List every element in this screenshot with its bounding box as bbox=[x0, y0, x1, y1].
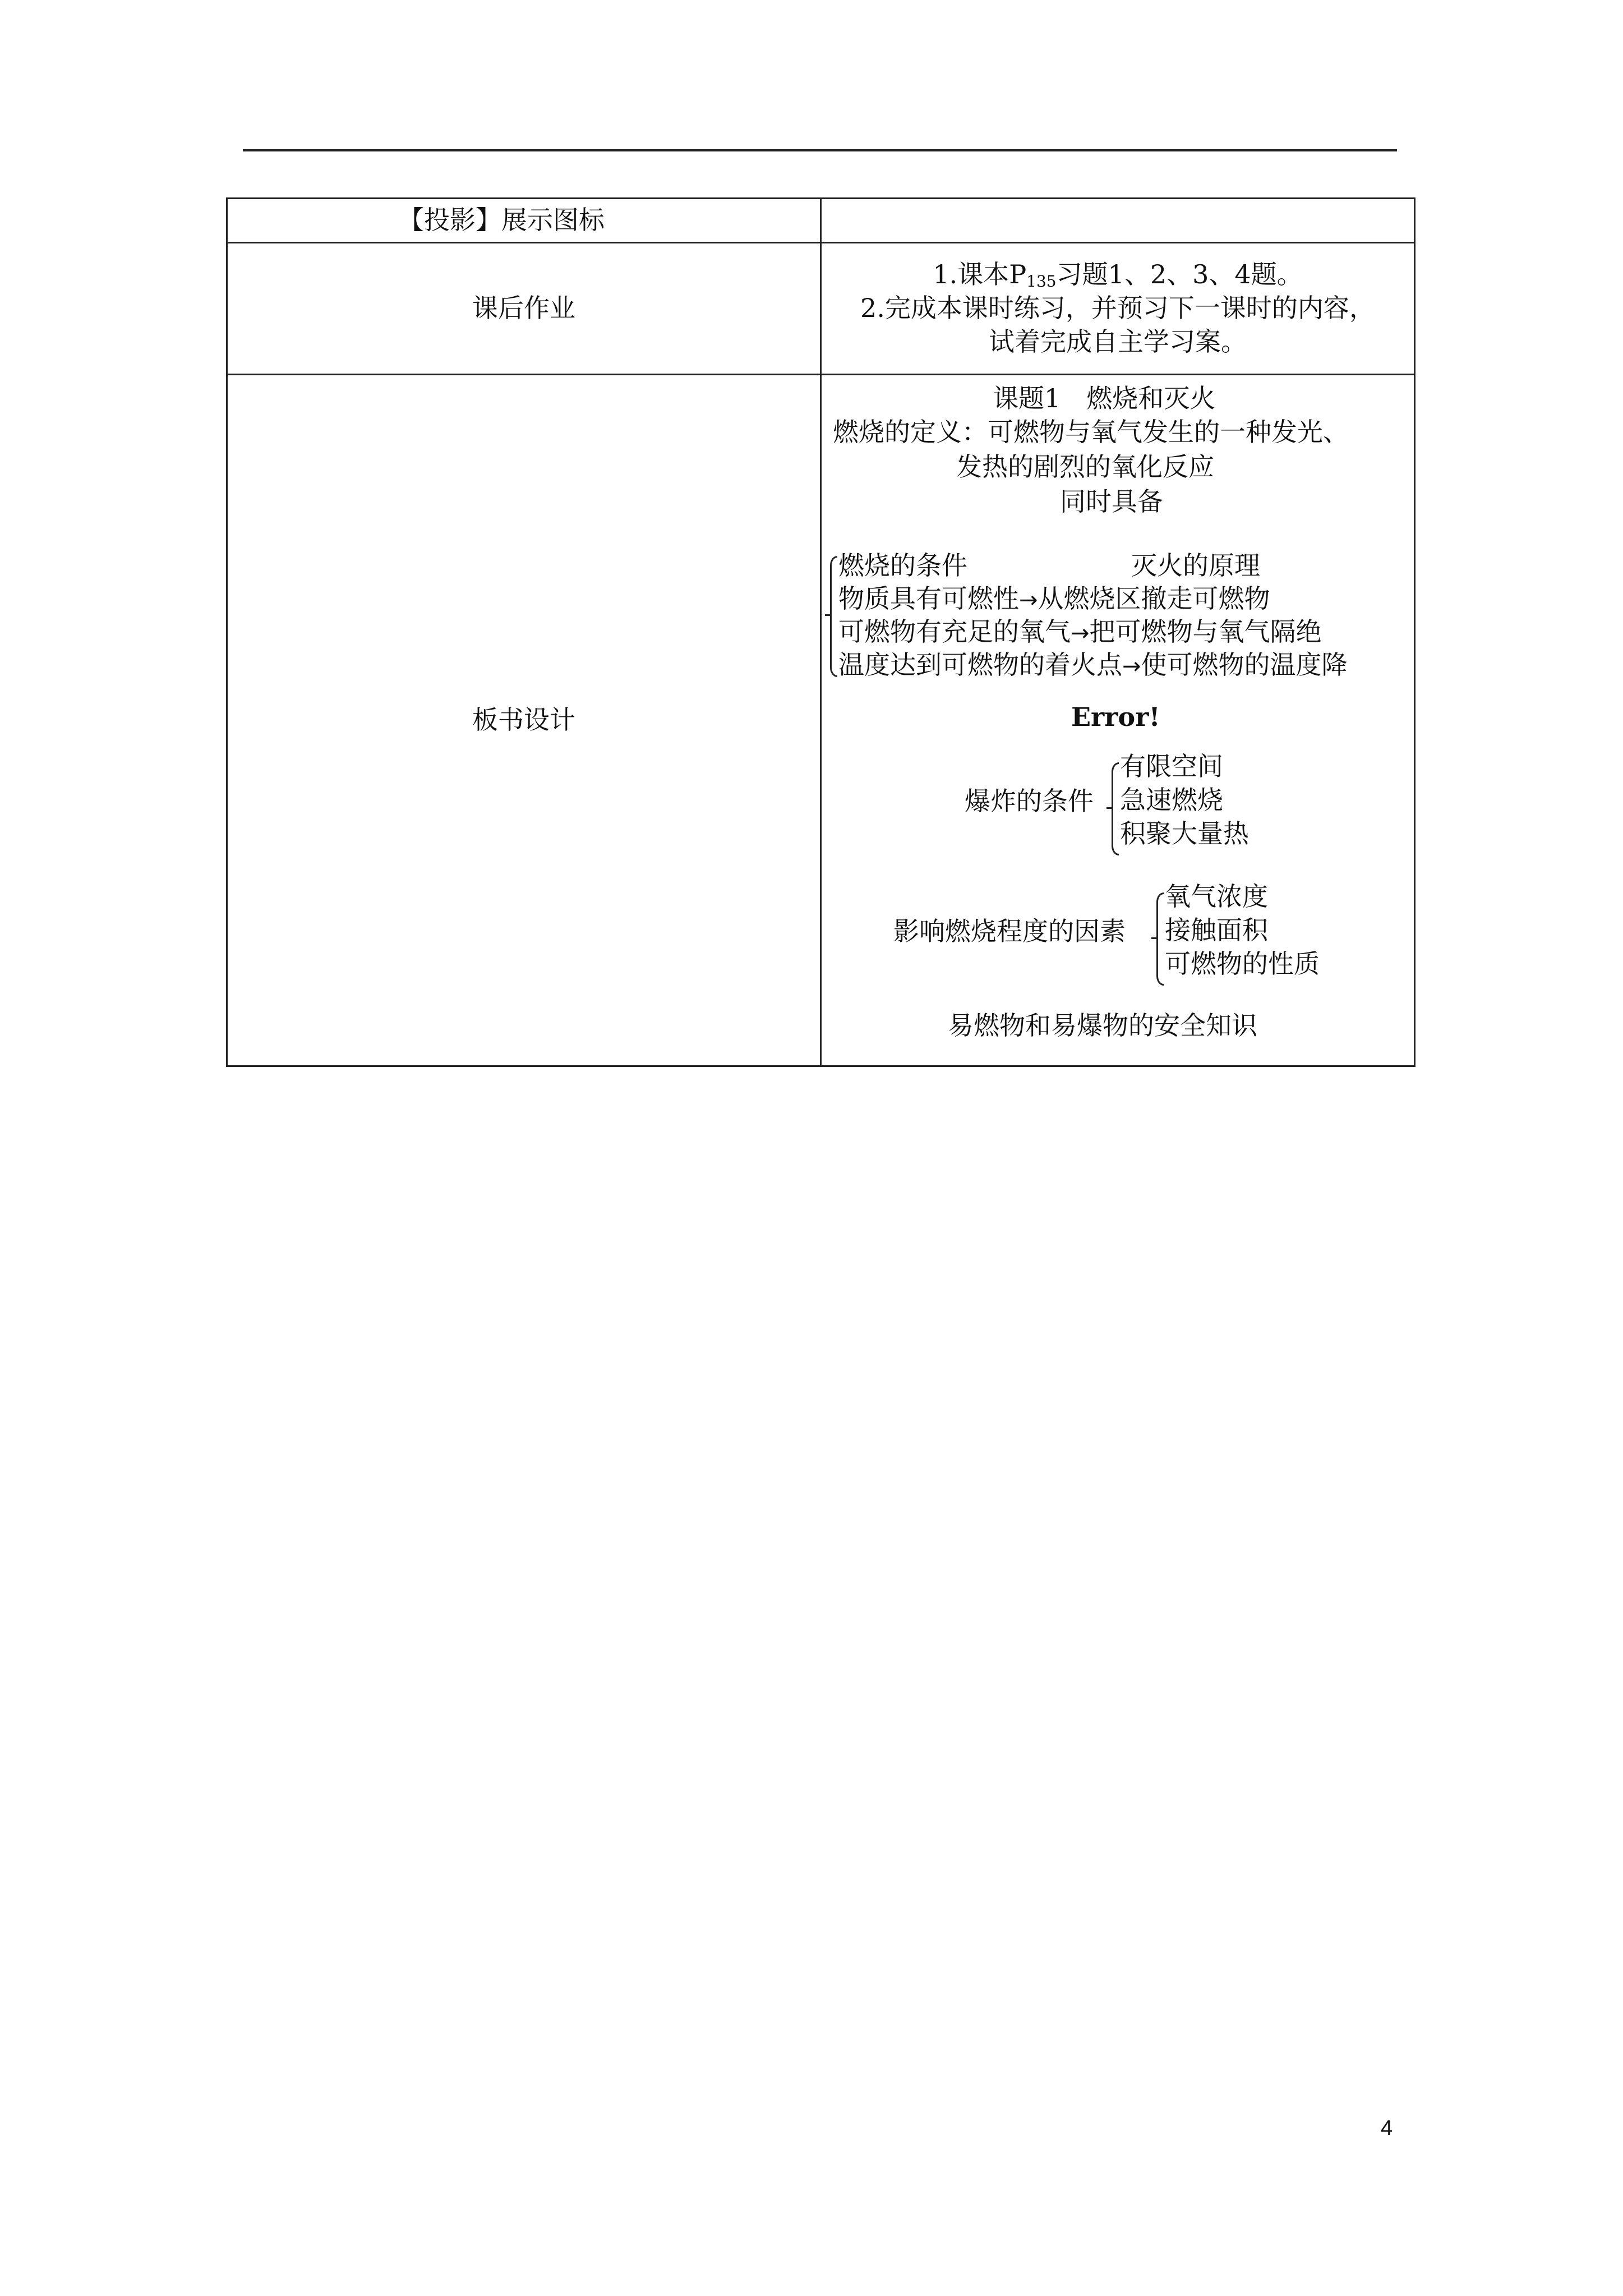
factors-item: 氧气浓度 bbox=[1165, 881, 1268, 912]
condition-text: 物质具有可燃性 bbox=[838, 583, 1019, 614]
principle-text: 把可燃物与氧气隔绝 bbox=[1089, 616, 1322, 647]
board-simultaneous-label: 同时具备 bbox=[1060, 486, 1163, 517]
factors-brace bbox=[1156, 892, 1164, 986]
explosion-item: 积聚大量热 bbox=[1120, 818, 1249, 849]
page-number: 4 bbox=[1381, 2116, 1393, 2140]
board-pair-row bbox=[838, 648, 1348, 682]
table-row-projection bbox=[227, 199, 1415, 243]
condition-text: 温度达到可燃物的着火点 bbox=[838, 650, 1122, 680]
lesson-plan-table bbox=[226, 197, 1415, 1067]
factors-item: 可燃物的性质 bbox=[1165, 949, 1320, 979]
homework-page-subscript: 135 bbox=[1026, 272, 1057, 291]
board-definition-line-1: 燃烧的定义：可燃物与氧气发生的一种发光、 bbox=[833, 417, 1349, 447]
homework-content-cell bbox=[821, 243, 1415, 375]
explosion-brace-tip bbox=[1106, 807, 1112, 809]
explosion-label: 爆炸的条件 bbox=[965, 786, 1094, 816]
conditions-header: 燃烧的条件 bbox=[838, 550, 967, 581]
header-rule bbox=[243, 149, 1397, 151]
board-definition-line-2: 发热的剧烈的氧化反应 bbox=[956, 452, 1214, 482]
table-row-board-design bbox=[227, 375, 1415, 1066]
explosion-item: 有限空间 bbox=[1120, 751, 1223, 781]
homework-line-1 bbox=[822, 258, 1414, 292]
principle-text: 使可燃物的温度降 bbox=[1141, 650, 1348, 680]
right-arrow-icon: → bbox=[1071, 620, 1090, 646]
homework-line-1-prefix: 1.课本P bbox=[933, 259, 1027, 289]
homework-label: 课后作业 bbox=[472, 293, 575, 324]
table-row-homework bbox=[227, 243, 1415, 375]
homework-line-2: 2.完成本课时练习，并预习下一课时的内容， bbox=[860, 293, 1375, 324]
right-arrow-icon: → bbox=[1122, 654, 1141, 679]
explosion-item: 急速燃烧 bbox=[1120, 785, 1223, 815]
board-error-text: Error! bbox=[1071, 702, 1160, 732]
board-pair-row bbox=[838, 615, 1322, 649]
projection-label-cell bbox=[227, 199, 821, 243]
board-pair-row bbox=[838, 582, 1270, 616]
homework-line-3: 试着完成自主学习案。 bbox=[989, 326, 1247, 357]
conditions-brace bbox=[830, 556, 837, 677]
factors-label: 影响燃烧程度的因素 bbox=[893, 916, 1126, 946]
extinguish-header: 灭火的原理 bbox=[1131, 550, 1260, 581]
explosion-brace bbox=[1112, 762, 1119, 855]
principle-text: 从燃烧区撤走可燃物 bbox=[1038, 583, 1270, 614]
conditions-brace-tip bbox=[825, 614, 831, 616]
projection-content-cell bbox=[821, 199, 1415, 243]
board-design-content-cell bbox=[821, 375, 1415, 1066]
safety-knowledge: 易燃物和易爆物的安全知识 bbox=[948, 1010, 1257, 1041]
condition-text: 可燃物有充足的氧气 bbox=[838, 616, 1071, 647]
board-design-label: 板书设计 bbox=[472, 705, 575, 735]
factors-brace-tip bbox=[1151, 937, 1157, 939]
board-title: 课题1 燃烧和灭火 bbox=[993, 383, 1216, 413]
projection-label: 【投影】展示图标 bbox=[398, 205, 605, 236]
factors-item: 接触面积 bbox=[1165, 915, 1268, 945]
board-design bbox=[822, 375, 1414, 1065]
homework-label-cell bbox=[227, 243, 821, 375]
right-arrow-icon: → bbox=[1019, 587, 1038, 613]
board-design-label-cell bbox=[227, 375, 821, 1066]
homework-line-1-suffix: 习题1、2、3、4题。 bbox=[1056, 259, 1303, 289]
